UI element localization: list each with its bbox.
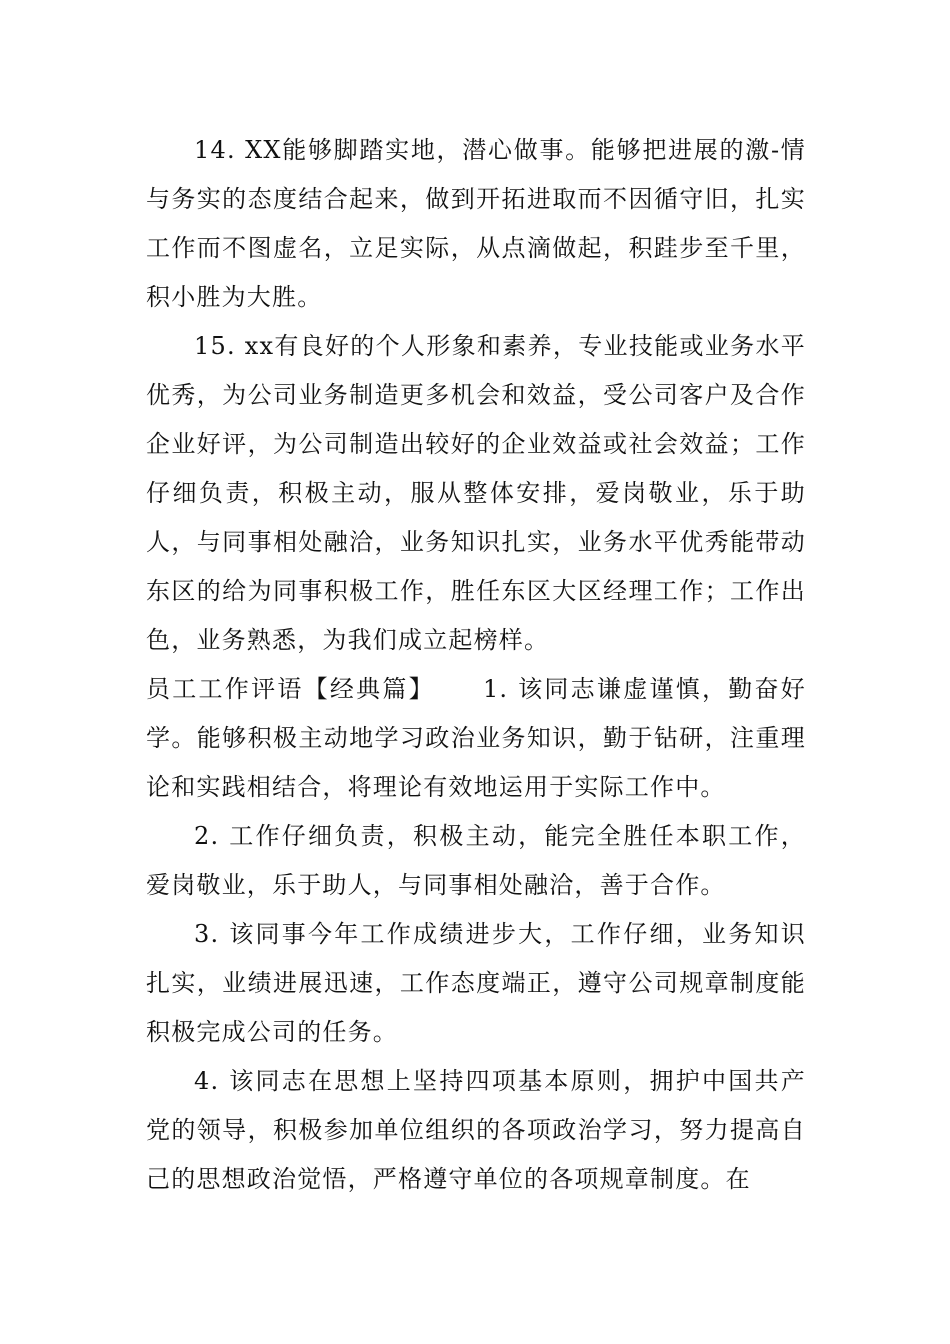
paragraph-15: 15. xx有良好的个人形象和素养，专业技能或业务水平优秀，为公司业务制造更多机会和效益，受公司客户及合作企业好评，为公司制造出较好的企业效益或社会效益；工作仔细负责，积极主动，服从整体安排，爱岗敬业，乐于助人，与同事相处融洽，业务知识扎实，业务水平优秀能带动东区的给为同事积极工作，胜任东区大区经理工作；工作出色，业务熟悉，为我们成立起榜样。: [146, 332, 806, 654]
document-body: [146, 126, 806, 1204]
paragraph-4: 4. 该同志在思想上坚持四项基本原则，拥护中国共产党的领导，积极参加单位组织的各项政治学习，努力提高自己的思想政治觉悟，严格遵守单位的各项规章制度。在: [146, 1067, 806, 1193]
paragraph-3: 3. 该同事今年工作成绩进步大，工作仔细，业务知识扎实，业绩进展迅速，工作态度端正，遵守公司规章制度能积极完成公司的任务。: [146, 920, 806, 1046]
paragraph-1: 1. 该同志谦虚谨慎，勤奋好学。能够积极主动地学习政治业务知识，勤于钻研，注重理论和实践相结合，将理论有效地运用于实际工作中。: [146, 675, 806, 801]
section-paragraph: [146, 665, 806, 812]
paragraph-14: 14. XX能够脚踏实地，潜心做事。能够把进展的激-情与务实的态度结合起来，做到开拓进取而不因循守旧，扎实工作而不图虚名，立足实际，从点滴做起，积跬步至千里，积小胜为大胜。: [146, 136, 806, 311]
paragraph-2: 2. 工作仔细负责，积极主动，能完全胜任本职工作，爱岗敬业，乐于助人，与同事相处融洽，善于合作。: [146, 822, 806, 899]
section-heading: 员工工作评语【经典篇】: [146, 675, 435, 703]
